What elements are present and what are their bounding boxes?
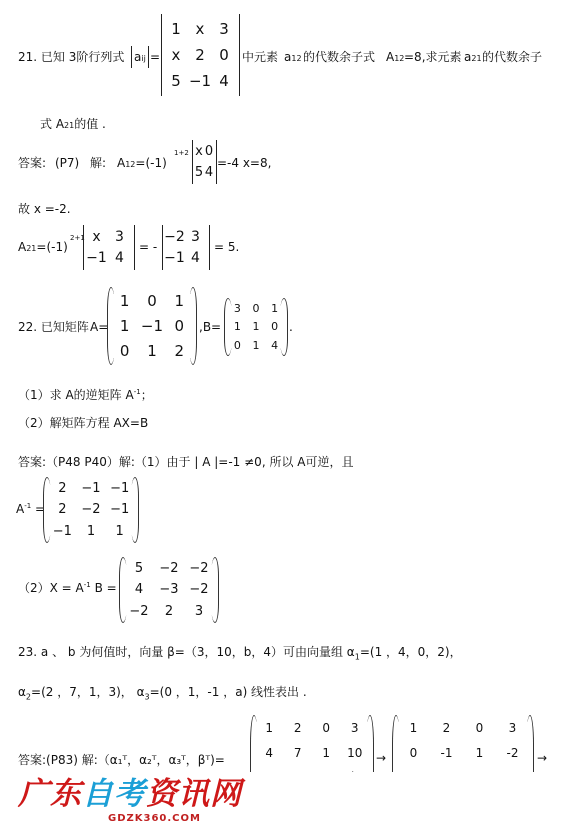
matrix-cell: 0	[252, 301, 260, 315]
matrix-cell: x	[92, 228, 101, 245]
matrix-cell: 0	[204, 144, 214, 159]
ans21-det2-grid	[85, 226, 131, 269]
q21-mid-text2: 的代数余子式	[303, 50, 376, 64]
matrix-cell: 1	[86, 523, 96, 539]
matrix-cell: 1	[409, 721, 418, 736]
matrix-cell: −1	[81, 481, 101, 497]
matrix-cell: 3	[219, 20, 229, 38]
ans21-neg-eq: = -	[139, 240, 158, 254]
aij-symbol: aij	[134, 50, 146, 64]
matrix-cell: −1	[188, 72, 212, 90]
matrix-cell: 7	[293, 745, 302, 760]
ans21-result2: = 5.	[214, 240, 240, 254]
matrix-cell: 1	[171, 20, 181, 38]
matrix-A-grid	[111, 288, 193, 364]
ans21-pow2: 2+1	[70, 234, 85, 242]
ans21-det3-grid	[164, 226, 206, 269]
ans21-A12: A12=(-1)	[117, 156, 167, 170]
matrix-cell: 4	[265, 745, 274, 760]
matrix-cell: 10	[347, 745, 363, 760]
matrix-cell: 3	[350, 721, 359, 736]
matrix-cell: 1	[271, 301, 279, 315]
ans23-label: 答案:(P83) 解:（α₁ᵀ，α₂ᵀ，α₃ᵀ，βᵀ)=	[18, 753, 225, 767]
matrix-cell: −2	[189, 561, 209, 577]
matrix-cell: 0	[147, 291, 157, 310]
matrix-cell: 1	[115, 523, 124, 539]
matrix-cell: 4	[134, 582, 144, 598]
matrix-cell: 2	[58, 502, 67, 518]
matrix-cell: 0	[271, 320, 279, 334]
matrix-cell: 3	[191, 228, 200, 245]
matrix-cell: −1	[110, 502, 130, 518]
matrix-cell: −2	[164, 228, 185, 245]
matrix-cell: 2	[442, 721, 451, 736]
matrix-Ainv-grid	[48, 478, 134, 542]
matrix-cell: −3	[159, 582, 179, 598]
aij-eq: =	[150, 50, 161, 64]
site-logo: 广东自考资讯网	[18, 776, 242, 812]
matrix-cell: 1	[174, 291, 185, 310]
matrix-cell: 2	[293, 721, 302, 736]
matrix-cell: x	[171, 46, 181, 64]
matrix-cell: 5	[171, 72, 181, 90]
matrix-cell: −1	[140, 316, 164, 335]
q22-A-label: A=	[90, 320, 109, 334]
q21-det-grid	[164, 16, 236, 94]
matrix-cell: −2	[81, 502, 101, 518]
arrow-2: →	[537, 751, 548, 765]
matrix-cell: 0	[475, 721, 484, 736]
matrix-cell: −1	[110, 481, 130, 497]
ans21-det-grid	[194, 141, 214, 183]
ans21-result: =-4 x=8,	[217, 156, 272, 170]
matrix-cell: 1	[233, 320, 241, 334]
ans21-pow: 1+2	[174, 149, 189, 157]
q22-B-label: ,B=	[199, 320, 222, 334]
matrix-cell: 3	[508, 721, 517, 736]
ans22-part2: $(2)X = A^{-1}$ B =	[18, 581, 117, 595]
q21-mid-text: 中元素	[242, 50, 279, 64]
footer-watermark	[0, 772, 582, 829]
matrix-cell: 4	[191, 250, 200, 267]
q21-line2: 式 A21的值 .	[40, 117, 106, 131]
matrix-cell: 1	[475, 745, 484, 760]
matrix-cell: −1	[52, 523, 72, 539]
matrix-B-grid	[228, 299, 284, 355]
ans22-label: 答案:（P48 P40）解:（1）由于 | A |=-1 ≠0, 所以 A可逆，且	[18, 455, 354, 469]
matrix-cell: −1	[86, 250, 107, 267]
matrix-cell: 0	[233, 339, 241, 353]
ans21-jie: 解:	[90, 156, 107, 170]
q22-prefix: 22. 已知矩阵	[18, 320, 89, 334]
q23-line2: $\alpha_2=(2$ ，7，1，3)， $\alpha_3=(0$ ，1，-1 ，a) 线性表出 .	[18, 685, 307, 702]
matrix-cell: 1	[322, 745, 331, 760]
matrix-cell: -1	[440, 745, 453, 760]
matrix-X-grid	[124, 558, 214, 622]
arrow-1: →	[376, 751, 387, 765]
matrix-cell: 0	[119, 342, 130, 361]
matrix-cell: 3	[233, 301, 241, 315]
q22-part1: （1）求 A的逆矩阵 $A^{-1}$；	[18, 388, 153, 402]
matrix-cell: 0	[409, 745, 418, 760]
matrix-cell: 2	[174, 342, 185, 361]
matrix-cell: x	[195, 144, 203, 159]
matrix-cell: 3	[115, 228, 124, 245]
matrix-cell: −2	[159, 561, 179, 577]
matrix-cell: 1	[147, 342, 157, 361]
a21-symbol: a21	[464, 50, 482, 64]
q23-line1: 23. a 、 b 为何值时，向量 β=（3，10，b，4）可由向量组 $\alpha_1=(1$ ，4，0，2)，	[18, 645, 462, 662]
ans21-therefore: 故 x =-2.	[18, 202, 71, 216]
matrix-cell: 4	[115, 250, 124, 267]
a12-symbol: a12	[284, 50, 302, 64]
ans21-ref: (P7)	[55, 156, 80, 170]
q21-tail: 的代数余子	[482, 50, 543, 64]
matrix-cell: 5	[134, 561, 144, 577]
matrix-cell: 4	[219, 72, 229, 90]
matrix-cell: 4	[271, 339, 279, 353]
matrix-cell: 1	[252, 339, 260, 353]
matrix-cell: −1	[164, 250, 185, 267]
matrix-cell: 2	[58, 481, 67, 497]
matrix-cell: x	[195, 20, 205, 38]
matrix-cell: 1	[119, 316, 130, 335]
matrix-cell: −2	[189, 582, 209, 598]
matrix-cell: 0	[219, 46, 229, 64]
matrix-cell: 3	[194, 603, 204, 619]
site-url: GDZK360.COM	[108, 813, 201, 824]
A12-symbol: A12	[386, 50, 405, 64]
matrix-cell: −2	[129, 603, 149, 619]
matrix-cell: 1	[119, 291, 130, 310]
matrix-cell: -2	[506, 745, 519, 760]
matrix-cell: 2	[164, 603, 174, 619]
matrix-cell: 1	[252, 320, 260, 334]
q22-period: .	[289, 320, 293, 334]
matrix-cell: 0	[322, 721, 331, 736]
matrix-cell: 5	[194, 165, 204, 180]
matrix-cell: 2	[195, 46, 205, 64]
matrix-cell: 1	[265, 721, 274, 736]
q22-part2: （2）解矩阵方程 AX=B	[18, 416, 149, 430]
A12-value: =8,求元素	[404, 50, 462, 64]
matrix-cell: 4	[204, 165, 214, 180]
ans21-label: 答案:	[18, 156, 47, 170]
ans22-Ainv: $A^{-1}$ =	[16, 502, 46, 516]
matrix-cell: 0	[174, 316, 185, 335]
q21-prefix: 21. 已知 3阶行列式	[18, 50, 125, 64]
ans21-A21: A21=(-1)	[18, 240, 68, 254]
